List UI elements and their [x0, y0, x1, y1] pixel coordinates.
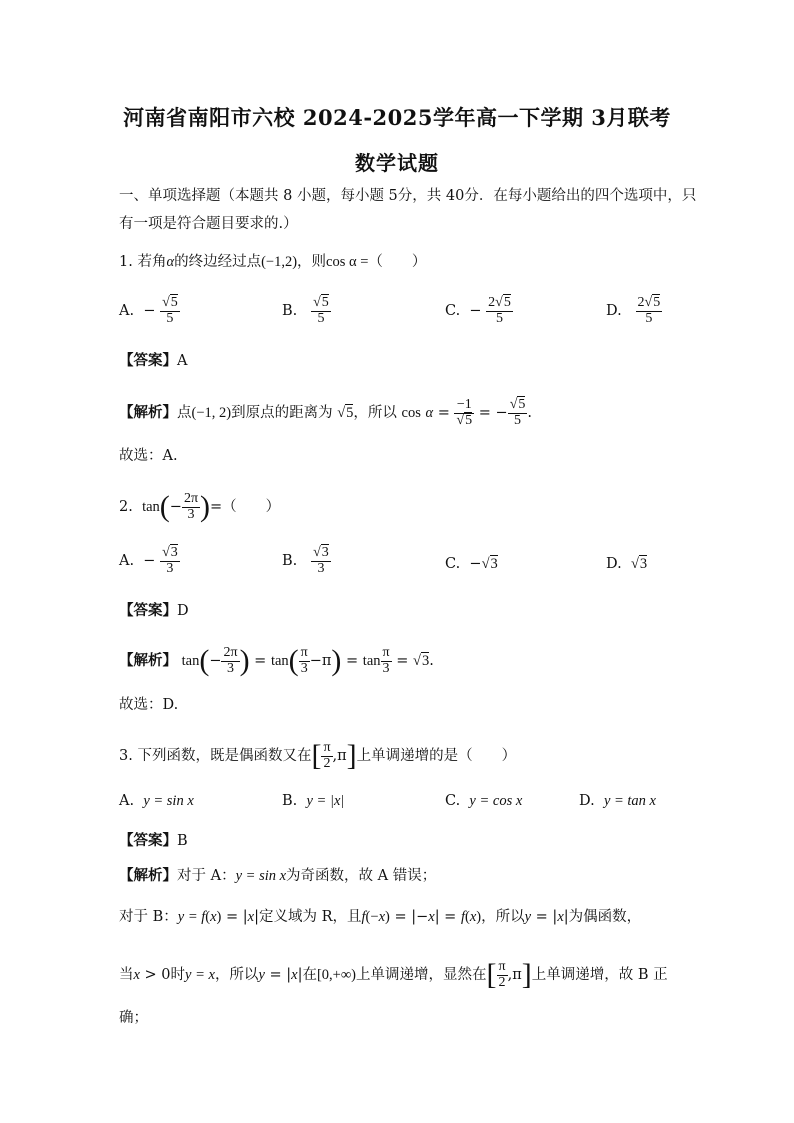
- q2-option-c: C. −√3: [445, 556, 498, 572]
- q3-analysis-b: 对于 B：y = f(x) = |x|定义域为 R，且f(−x) = |−x| = f(x)，所以y = |x|为偶函数，: [119, 909, 642, 925]
- q1-answer: 【答案】A: [119, 352, 188, 369]
- q1-option-b: B. $\frac{√5}{5}$: [282, 295, 329, 326]
- q1-option-a: A. − $\frac{√5}{5}$: [119, 295, 178, 326]
- q2-option-a: A. − $\frac{√3}{3}$: [119, 545, 178, 576]
- q1-analysis: 【解析】点(−1, 2)到原点的距离为 √5，所以 cos α = $\frac{-1}{√5}$ = − $\frac{√5}{5}$ .: [119, 397, 532, 428]
- section-heading-line2: 有一项是符合题目要求的.）: [119, 216, 298, 232]
- q3-option-a: A. y = sin x: [119, 793, 194, 809]
- q1-stem: 1. 若角α的终边经过点(−1,2)，则cos α =（ ）: [119, 254, 427, 270]
- q3-analysis-c: 当x > 0时y = x，所以y = |x|在[0,+∞)上单调递增，显然在[ $\frac{\pi}{2}$ ,π]上单调递增，故 B 正: [119, 958, 668, 992]
- q2-analysis: 【解析】 tan(− $\frac{2\pi}{3}$ ) = tan( $\frac{\pi}{3}$ −π) = tan $\frac{\pi}{3}$ = √3.: [119, 644, 434, 678]
- q3-analysis-d: 确；: [119, 1010, 148, 1026]
- q2-option-b: B. $\frac{√3}{3}$: [282, 545, 329, 576]
- section-heading-line1: 一、单项选择题（本题共 8 小题，每小题 5分，共 40分．在每小题给出的四个选项中，只: [119, 188, 697, 204]
- q2-stem: 2. tan(− $\frac{2\pi}{3}$ )=（ ）: [119, 490, 281, 524]
- q2-option-d: D. √3: [606, 556, 648, 572]
- q3-option-b: B. y = |x|: [282, 793, 345, 809]
- page-title: 河南省南阳市六校 2024-2025学年高一下学期 3月联考: [123, 105, 671, 130]
- q3-analysis-a: 【解析】对于 A：y = sin x为奇函数，故 A 错误；: [119, 867, 437, 884]
- q3-answer: 【答案】B: [119, 832, 188, 849]
- q3-stem: 3. 下列函数，既是偶函数又在[ $\frac{\pi}{2}$ ,π]上单调递增的是（ ）: [119, 739, 517, 773]
- q3-option-d: D. y = tan x: [579, 793, 656, 809]
- q2-answer: 【答案】D: [119, 602, 189, 619]
- q3-option-c: C. y = cos x: [445, 793, 523, 809]
- q1-option-d: D. $\frac{2√5}{5}$: [606, 295, 661, 326]
- q2-conclusion: 故选：D.: [119, 697, 179, 713]
- page-subtitle: 数学试题: [355, 151, 439, 175]
- q1-option-c: C. − $\frac{2√5}{5}$: [445, 295, 511, 326]
- q1-conclusion: 故选：A.: [119, 448, 178, 464]
